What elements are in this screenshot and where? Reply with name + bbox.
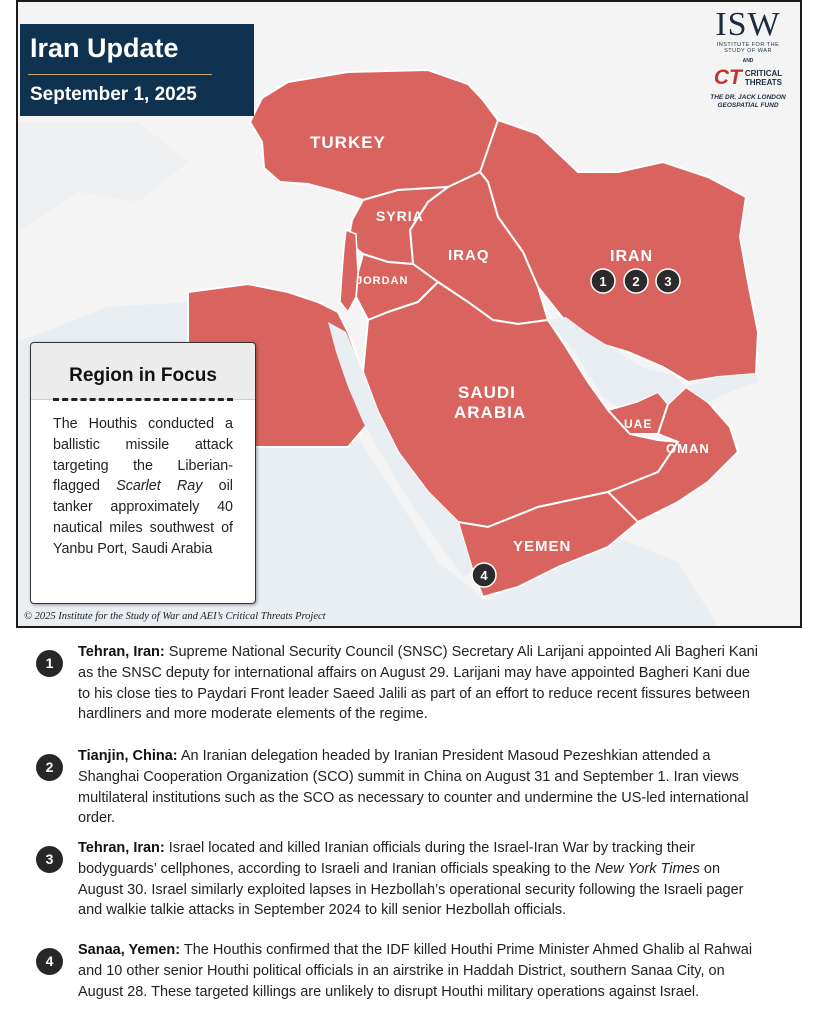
note-text	[78, 642, 766, 725]
focus-text-after: oil tanker approximately 40 nautical miles southwest of Yanbu Port, Saudi Arabia	[53, 478, 233, 557]
event-marker-2[interactable]	[624, 269, 648, 293]
note-number-badge: 2	[36, 754, 63, 781]
isw-ct-logo	[702, 8, 794, 110]
focus-dash-divider	[53, 398, 233, 401]
label-oman: OMAN	[666, 441, 710, 456]
ct-logo-row	[702, 66, 794, 90]
note-source: New York Times	[594, 860, 700, 877]
note-place: Tianjin, China:	[78, 748, 178, 764]
label-turkey: TURKEY	[310, 133, 386, 152]
logo-and: AND	[742, 58, 754, 64]
label-iraq: IRAQ	[448, 247, 490, 264]
event-marker-4[interactable]	[472, 563, 496, 587]
focus-text	[31, 400, 255, 560]
note-place: Tehran, Iran:	[78, 840, 165, 856]
focus-vessel-name: Scarlet Ray	[116, 478, 203, 495]
fund-line-2: GEOSPATIAL FUND	[717, 102, 779, 109]
event-marker-4-label: 4	[480, 568, 488, 583]
note-body-after: on August 30. Israel similarly exploited lapses in Hezbollah’s operational security following the Israeli pager and walkie talkie attacks in September 2024 to kill senior Hezbollah officials.	[78, 860, 744, 919]
region-in-focus-box	[30, 342, 256, 604]
note-text	[78, 838, 766, 921]
title-banner	[20, 24, 254, 116]
label-jordan: JORDAN	[356, 275, 409, 287]
note-body: Supreme National Security Council (SNSC) Secretary Ali Larijani appointed Ali Bagheri Kani as the SNSC deputy for international affairs on August 29. Larijani may have appointed Bagheri Kani due to his close ties to Paydari Front leader Saeed Jalili as part of an effort to reduce recent fissures between hardliners and more moderate elements of the regime.	[78, 644, 758, 723]
note-number-badge: 4	[36, 948, 63, 975]
label-syria: SYRIA	[376, 208, 424, 224]
note-text	[78, 746, 766, 829]
page-date: September 1, 2025	[30, 84, 197, 105]
label-saudi: SAUDI	[458, 383, 516, 402]
focus-text-before: The Houthis conducted a ballistic missile attack targeting the Liberian-flagged	[53, 416, 233, 495]
isw-subtitle-1: INSTITUTE FOR THE	[716, 42, 780, 48]
label-arabia: ARABIA	[454, 403, 527, 422]
page-title: Iran Update	[30, 33, 179, 63]
event-marker-1[interactable]	[591, 269, 615, 293]
note-body-before: Israel located and killed Iranian officials during the Israel-Iran War by tracking their bodyguards’ cellphones, according to Israeli and Iranian officials speaking to the	[78, 840, 696, 877]
title-divider	[28, 74, 212, 75]
label-yemen: YEMEN	[513, 538, 572, 555]
event-marker-3[interactable]	[656, 269, 680, 293]
note-number-badge: 3	[36, 846, 63, 873]
isw-subtitle-2: STUDY OF WAR	[724, 48, 772, 54]
ct-line-2: THREATS	[744, 78, 783, 87]
event-marker-1-label: 1	[599, 274, 607, 289]
map-panel	[16, 0, 802, 628]
note-body: The Houthis confirmed that the IDF killed Houthi Prime Minister Ahmed Ghalib al Rahwai and 10 other senior Houthi political officials in an airstrike in Haddah District, southern Sanaa City, on August 28. These targeted killings are unlikely to disrupt Houthi military operations against Israel.	[78, 942, 753, 1000]
map-copyright: © 2025 Institute for the Study of War and AEI’s Critical Threats Project	[24, 611, 326, 622]
ct-mark: CT	[713, 66, 742, 89]
label-uae: UAE	[624, 417, 653, 431]
note-place: Sanaa, Yemen:	[78, 942, 181, 958]
note-body: An Iranian delegation headed by Iranian President Masoud Pezeshkian attended a Shanghai Cooperation Organization (SCO) summit in China on August 31 and September 1. Iran views multilateral institutions such as the SCO as necessary to counter and undermine the US-led international order.	[78, 748, 749, 827]
note-number-badge: 1	[36, 650, 63, 677]
focus-title: Region in Focus	[69, 365, 217, 386]
isw-wordmark: ISW	[715, 6, 781, 43]
focus-header	[31, 343, 255, 400]
note-text	[78, 940, 766, 1002]
note-place: Tehran, Iran:	[78, 644, 165, 660]
event-marker-3-label: 3	[664, 274, 672, 289]
label-iran: IRAN	[610, 248, 654, 265]
fund-line-1: THE DR. JACK LONDON	[710, 94, 786, 101]
ct-text	[745, 69, 782, 87]
event-marker-2-label: 2	[632, 274, 640, 289]
ct-line-1: CRITICAL	[744, 69, 783, 78]
